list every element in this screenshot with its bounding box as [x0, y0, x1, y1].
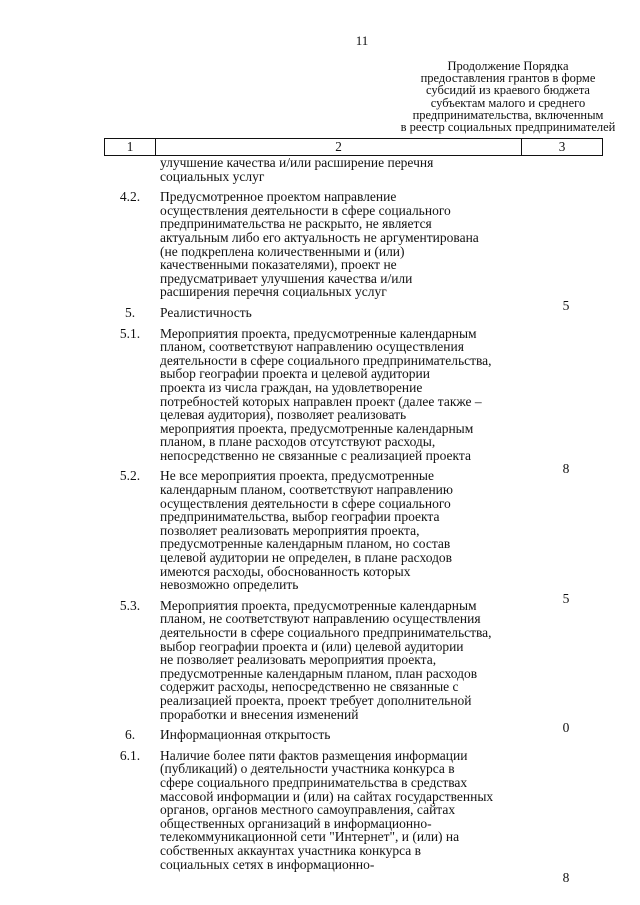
text-line: (не подкреплена количественными и (или)	[160, 243, 405, 259]
text-line: сфере социального предпринимательства в средствах	[160, 774, 468, 790]
text-line: осуществления деятельности в сфере социального	[160, 202, 451, 218]
row-number: 5.1.	[119, 325, 141, 341]
text-line: телекоммуникационной сети "Интернет", и (или) на	[160, 829, 460, 845]
text-line: Не все мероприятия проекта, предусмотренные	[160, 468, 434, 484]
text-line: проработки и внесения изменений	[160, 706, 359, 722]
text-line: деятельности в сфере социального предпринимательства,	[160, 352, 492, 368]
text-line: (публикаций) о деятельности участника конкурса в	[160, 761, 455, 777]
column-header-row	[105, 139, 603, 156]
text-line: непосредственно не связанные с реализацией проекта	[160, 447, 471, 463]
text-line: Мероприятия проекта, предусмотренные календарным	[160, 597, 477, 613]
header-line: Продолжение Порядка	[447, 59, 569, 73]
text-line: мероприятия проекта, предусмотренные календарным	[160, 420, 474, 436]
table-row	[0, 747, 640, 886]
text-line: календарным планом, соответствуют направлению	[160, 482, 453, 498]
text-line: невозможно определить	[160, 577, 299, 593]
table-row	[0, 306, 640, 320]
text-line: не позволяет реализовать мероприятия проекта,	[160, 652, 437, 668]
text-line: позволяет реализовать мероприятия проекта,	[160, 522, 420, 538]
text-line: выбор географии проекта и (или) целевой аудитории	[160, 638, 464, 654]
column-header-1: 1	[105, 139, 156, 156]
header-line: в реестр социальных предпринимателей	[400, 120, 616, 135]
text-line: имеются расходы, обоснованность которых	[160, 563, 411, 579]
row-criterion-text	[160, 190, 526, 299]
text-line: выбор географии проекта и целевой аудитории	[160, 366, 430, 382]
row-score: 5	[562, 297, 570, 313]
text-line: планом, в плане расходов отсутствуют расходы,	[160, 434, 436, 450]
text-line: актуальным либо его актуальность не аргументирована	[160, 229, 479, 245]
text-line: предусмотренные календарным планом, но состав	[160, 536, 451, 552]
text-line: содержит расходы, непосредственно не связанные с	[160, 679, 459, 695]
row-criterion-text	[160, 469, 526, 591]
text-line: социальных услуг	[160, 168, 265, 184]
header-line: субъектам малого и среднего	[430, 95, 586, 110]
text-line: улучшение качества и/или расширение перечня	[160, 155, 434, 170]
row-criterion-text	[160, 156, 526, 183]
row-number: 4.2.	[119, 189, 141, 205]
text-line: Информационная открытость	[160, 727, 331, 743]
text-line: целевая аудитория), позволяет реализовать	[160, 407, 407, 423]
row-criterion-text	[160, 728, 526, 742]
row-criterion-text	[160, 749, 526, 871]
text-line: проекта из числа граждан, на удовлетворение	[160, 379, 423, 395]
row-number: 6.	[124, 727, 136, 743]
row-criterion-text	[160, 327, 526, 463]
page-number: 11	[355, 33, 369, 48]
column-header-2: 2	[156, 139, 522, 156]
text-line: массовой информации и (или) на сайтах государственных	[160, 788, 494, 804]
text-line: Предусмотренное проектом направление	[160, 189, 397, 205]
text-line: Мероприятия проекта, предусмотренные календарным	[160, 325, 477, 341]
text-line: предпринимательства, выбор географии проекта	[160, 509, 440, 525]
text-line: целевой аудитории не определен, в плане расходов	[160, 550, 453, 566]
text-line: органов, органов местного самоуправления, сайтах	[160, 802, 456, 818]
text-line: предпринимательства не раскрыто, не является	[160, 216, 432, 232]
text-line: качественными показателями), проект не	[160, 257, 397, 273]
text-line: Наличие более пяти фактов размещения информации	[160, 747, 468, 763]
row-score: 8	[562, 461, 570, 477]
text-line: реализацией проекта, проект требует дополнительной	[160, 692, 472, 708]
document-header	[388, 60, 628, 133]
header-line: субсидий из краевого бюджета	[426, 83, 590, 98]
text-line: потребностей которых направлен проект (далее также –	[160, 393, 482, 409]
column-header-3: 3	[522, 139, 603, 156]
row-number: 6.1.	[119, 747, 141, 763]
criteria-list	[0, 155, 640, 886]
text-line: осуществления деятельности в сфере социального	[160, 495, 451, 511]
row-number: 5.3.	[119, 597, 141, 613]
row-number: 5.	[124, 304, 136, 320]
header-line: предоставления грантов в форме	[420, 71, 596, 86]
text-line: предусмотренные календарным планом, план расходов	[160, 665, 478, 681]
column-header-table	[104, 138, 603, 156]
header-line: предпринимательства, включенным	[412, 107, 604, 122]
text-line: Реалистичность	[160, 304, 252, 320]
table-row	[0, 156, 640, 183]
text-line: планом, не соответствуют направлению осуществления	[160, 611, 481, 627]
text-line: собственных аккаунтах участника конкурса в	[160, 842, 422, 858]
text-line: предусматривает улучшения качества и/или	[160, 270, 413, 286]
table-row	[0, 728, 640, 742]
text-line: социальных сетях в информационно-	[160, 856, 375, 872]
text-line: общественных организаций в информационно-	[160, 815, 432, 831]
row-criterion-text	[160, 599, 526, 721]
text-line: планом, соответствуют направлению осуществления	[160, 339, 464, 355]
row-number: 5.2.	[119, 468, 141, 484]
row-score: 0	[562, 720, 570, 736]
row-score: 8	[562, 870, 570, 886]
row-score: 5	[562, 590, 570, 606]
text-line: деятельности в сфере социального предпринимательства,	[160, 625, 492, 640]
text-line: расширения перечня социальных услуг	[160, 284, 387, 300]
row-criterion-text	[160, 306, 526, 320]
